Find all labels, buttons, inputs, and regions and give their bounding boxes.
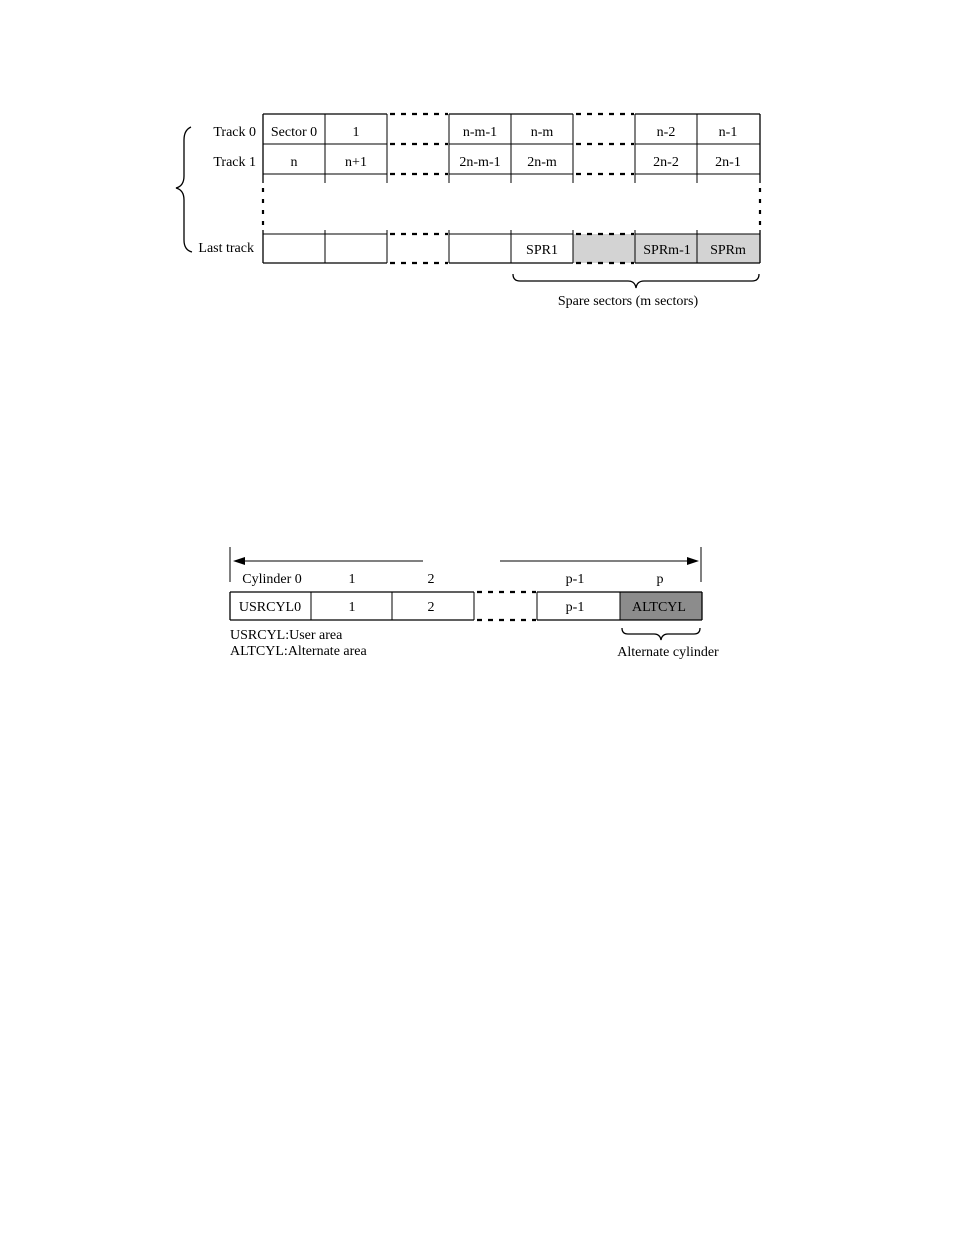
cell-track0-n-1: n-1 [718,125,738,140]
cell-track0-n-m-1: n-m-1 [462,125,498,140]
spare-sectors-caption: Spare sectors (m sectors) [557,294,699,309]
cell-track1-n+1: n+1 [345,155,367,170]
track-1-label: Track 1 [213,155,256,170]
cell-last-sprm-1: SPRm-1 [643,243,691,258]
cell-track0-n-m: n-m [530,125,554,140]
left-arrow-head [233,557,245,565]
right-arrow-head [687,557,699,565]
cell-last-sprm: SPRm [710,243,746,258]
cell-altcyl: ALTCYL [632,600,686,615]
cell-track0-n-2: n-2 [656,125,676,140]
cell-cylinder-p-1: p-1 [565,600,585,615]
cell-track1-2n-m-1: 2n-m-1 [459,155,501,170]
spare-sectors-brace [513,274,759,288]
cell-track1-n: n [290,155,298,170]
cell-cylinder-2: 2 [427,600,435,615]
cell-cylinder-1: 1 [348,600,356,615]
alternate-cylinder-brace [622,628,700,640]
alternate-cylinder-caption: Alternate cylinder [617,645,719,660]
tracks-brace [176,127,192,252]
spare-sector-gap-fill [573,234,636,263]
cell-usrcyl0: USRCYL0 [238,600,302,615]
cylinder-header-1: 1 [348,572,356,587]
last-track-label: Last track [198,241,254,256]
cell-track1-2n-m: 2n-m [527,155,557,170]
cell-track1-2n-1: 2n-1 [715,155,741,170]
legend-altcyl: ALTCYL:Alternate area [230,644,367,659]
cylinder-diagram [230,547,719,660]
sector-grid-top [263,114,760,183]
cylinder-header-0: Cylinder 0 [242,572,302,587]
legend-usrcyl: USRCYL:User area [230,628,343,643]
track-sector-diagram [176,114,760,309]
cell-last-spr1: SPR1 [526,243,558,258]
cylinder-header-2: 2 [427,572,435,587]
cylinder-header-p-1: p-1 [565,572,585,587]
track-0-label: Track 0 [213,125,256,140]
cell-track1-2n-2: 2n-2 [653,155,679,170]
cylinder-header-p: p [656,572,664,587]
cell-track0-sector0: Sector 0 [270,125,318,140]
cell-track0-sector1: 1 [352,125,360,140]
